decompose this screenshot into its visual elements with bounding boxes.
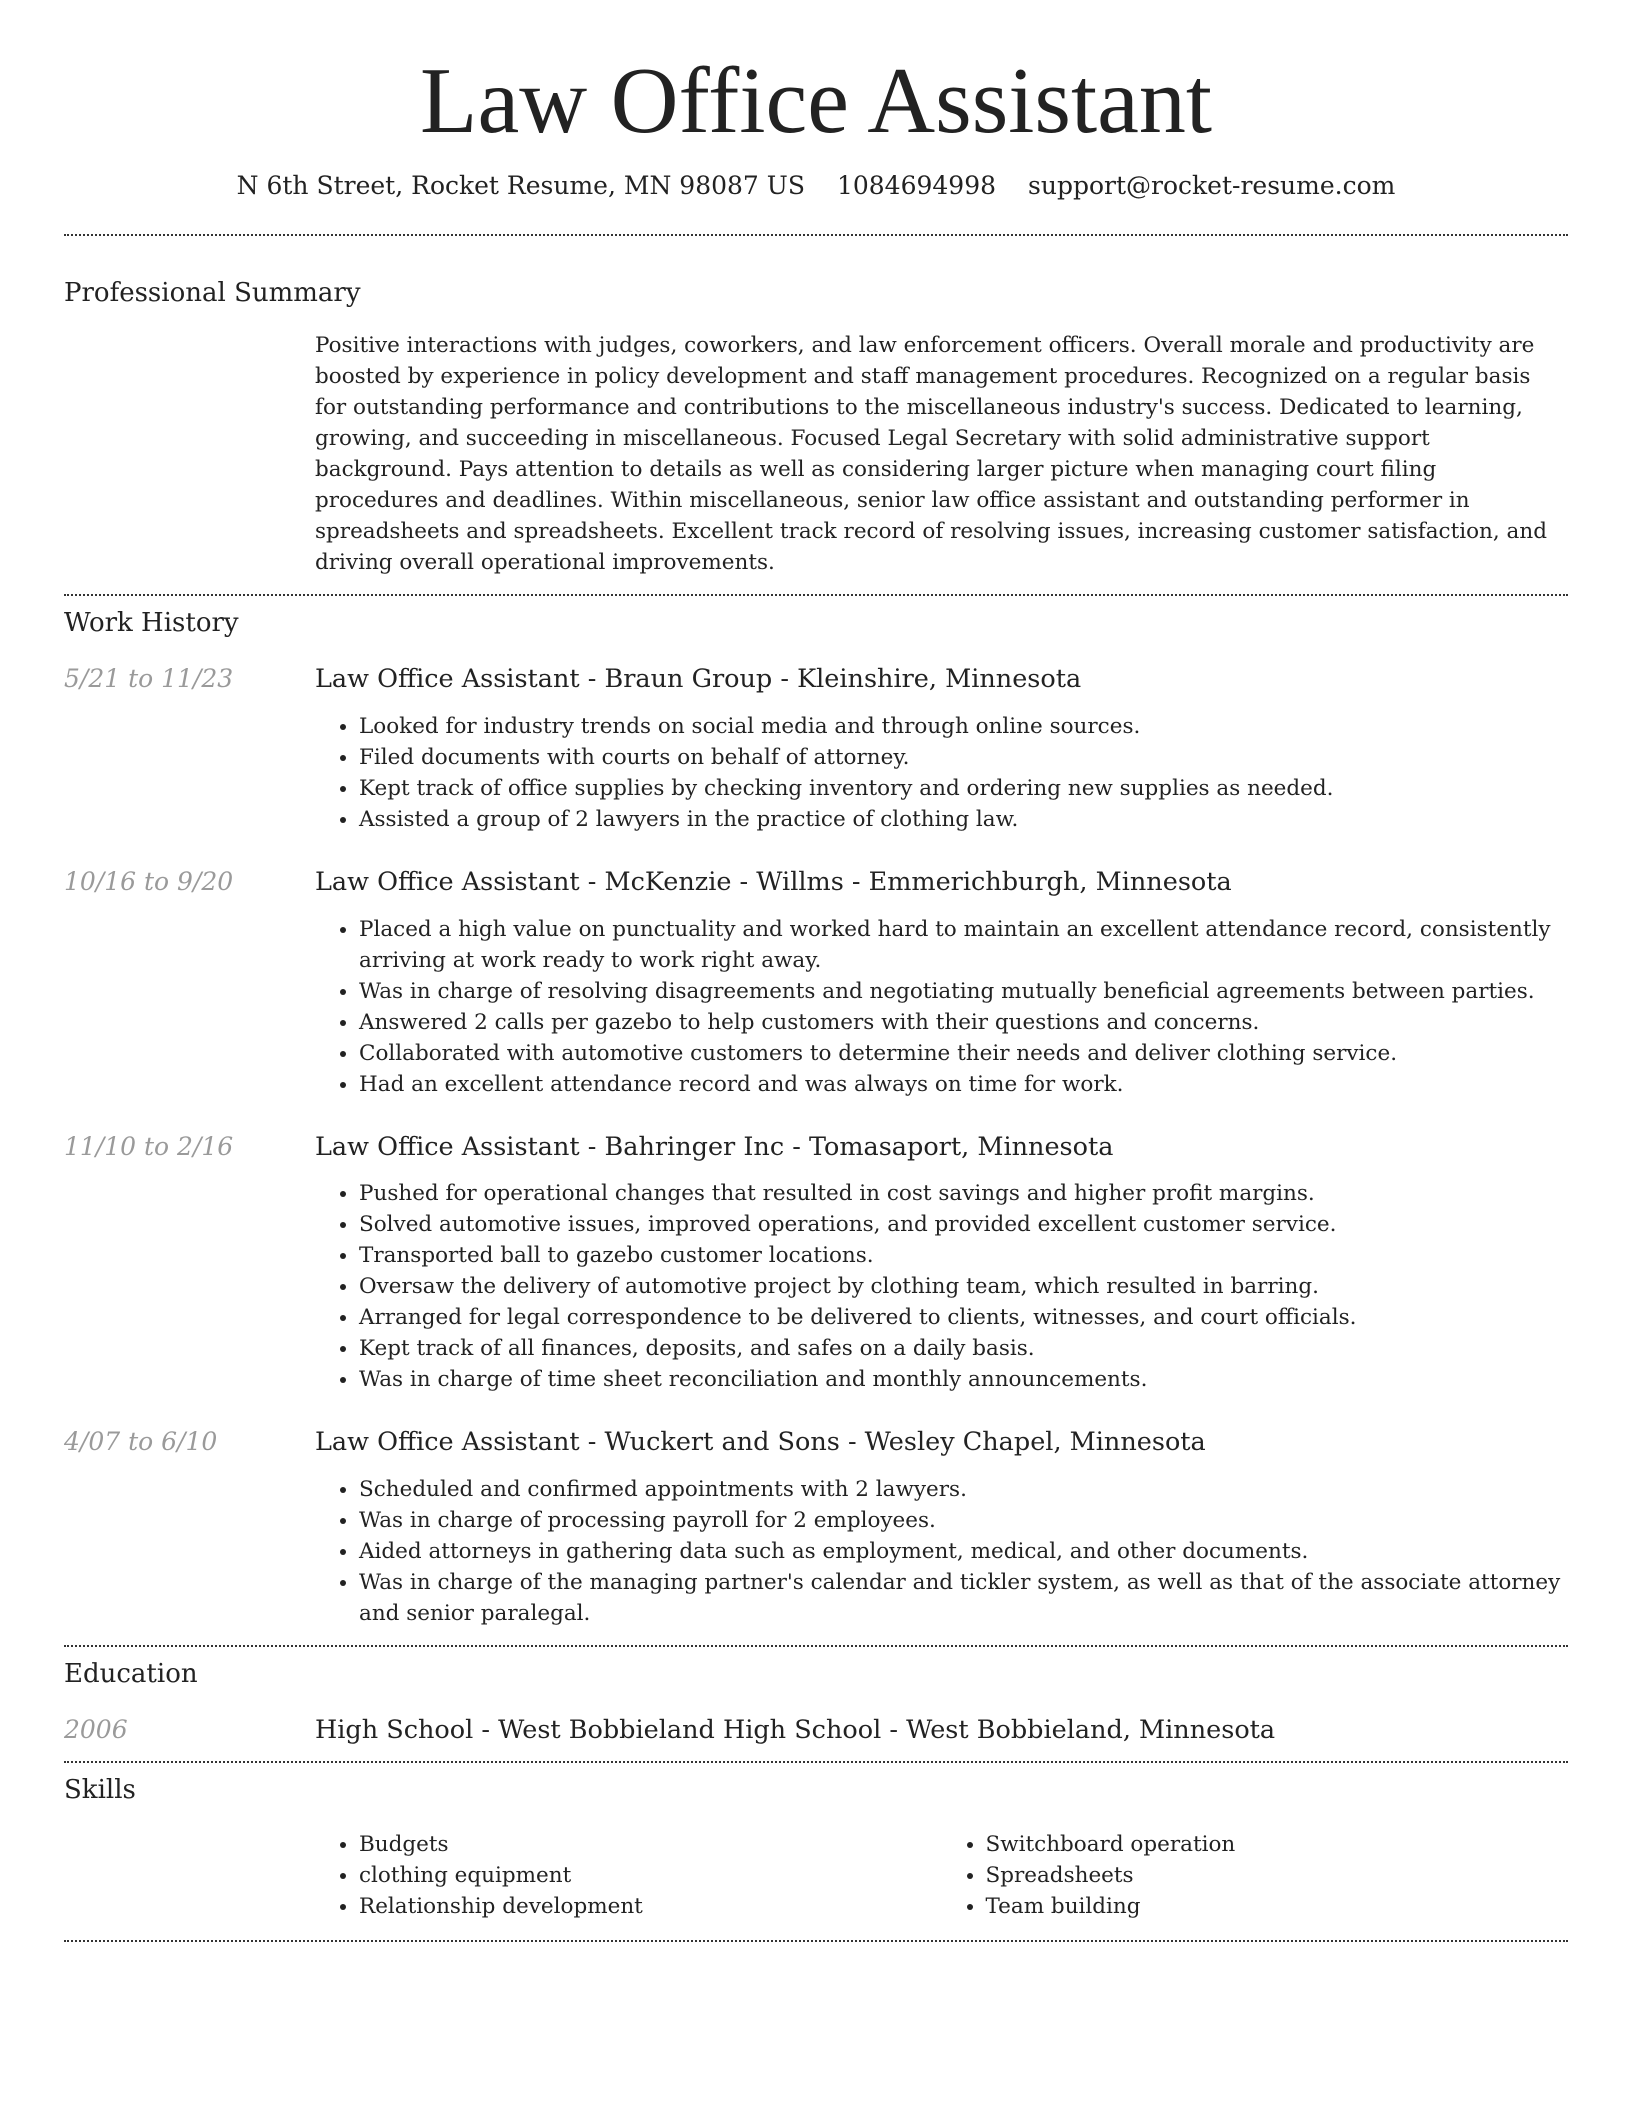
list-item: • Aided attorneys in gathering data such as employment, medical, and other documents. — [359, 1536, 1568, 1567]
list-item: • Answered 2 calls per gazebo to help customers with their questions and concerns. — [359, 1007, 1568, 1038]
list-item: • Pushed for operational changes that resulted in cost savings and higher profit margins. — [359, 1178, 1568, 1209]
divider — [64, 1940, 1568, 1942]
job-entry — [64, 1427, 1568, 1629]
job-title: Law Office Assistant - McKenzie - Willms - Emmerichburgh, Minnesota — [315, 866, 1232, 897]
job-bullets — [315, 1178, 1568, 1395]
skill-item: • clothing equipment — [359, 1860, 942, 1891]
skills-section — [64, 1775, 1568, 1922]
section-title-work-history: Work History — [64, 608, 239, 639]
list-item: • Was in charge of the managing partner's calendar and tickler system, as well as that of the associate attorney and senior paralegal. — [359, 1567, 1568, 1629]
job-dates: 10/16 to 9/20 — [64, 866, 234, 896]
job-bullets — [315, 1474, 1568, 1629]
contact-line — [64, 171, 1568, 200]
skills-row — [64, 1829, 1568, 1922]
summary-text: Positive interactions with judges, coworkers, and law enforcement officers. Overall morale and productivity are boosted by experience in policy development and staff management procedures. Recognized on a regular basis for outstanding performance and contributions to the miscellaneous industry's success. Dedicated to learning, growing, and succeeding in miscellaneous. Focused Legal Secretary with solid administrative support background. Pays attention to details as well as considering larger picture when managing court filing procedures and deadlines. Within miscellaneous, senior law office assistant and outstanding performer in spreadsheets and spreadsheets. Excellent track record of resolving issues, increasing customer satisfaction, and driving overall operational improvements. — [315, 333, 1547, 576]
skills-list-left — [315, 1829, 942, 1922]
education-entry: High School - West Bobbieland High School - West Bobbieland, Minnesota — [315, 1714, 1276, 1745]
education-year: 2006 — [64, 1714, 128, 1744]
list-item: • Collaborated with automotive customers to determine their needs and deliver clothing service. — [359, 1038, 1568, 1069]
skill-item: • Switchboard operation — [986, 1829, 1569, 1860]
skill-item: • Relationship development — [359, 1891, 942, 1922]
job-dates: 5/21 to 11/23 — [64, 664, 234, 694]
list-item: • Looked for industry trends on social media and through online sources. — [359, 711, 1568, 742]
list-item: • Oversaw the delivery of automotive project by clothing team, which resulted in barring. — [359, 1271, 1568, 1302]
job-bullets — [315, 914, 1568, 1100]
section-title-education: Education — [64, 1658, 198, 1689]
section-title-summary: Professional Summary — [64, 278, 361, 309]
list-item: • Arranged for legal correspondence to be delivered to clients, witnesses, and court officials. — [359, 1302, 1568, 1333]
list-item: • Filed documents with courts on behalf of attorney. — [359, 742, 1568, 773]
resume-header — [64, 0, 1568, 200]
list-item: • Kept track of office supplies by checking inventory and ordering new supplies as needed. — [359, 773, 1568, 804]
divider — [64, 594, 1568, 596]
job-dates: 4/07 to 6/10 — [64, 1427, 218, 1457]
email: support@rocket-resume.com — [1028, 171, 1396, 201]
job-entry — [64, 664, 1568, 835]
job-entry — [64, 867, 1568, 1100]
list-item: • Was in charge of resolving disagreements and negotiating mutually beneficial agreements between parties. — [359, 976, 1568, 1007]
list-item: • Kept track of all finances, deposits, and safes on a daily basis. — [359, 1333, 1568, 1364]
list-item: • Was in charge of time sheet reconciliation and monthly announcements. — [359, 1364, 1568, 1395]
education-row — [64, 1715, 1568, 1746]
divider — [64, 1645, 1568, 1647]
list-item: • Transported ball to gazebo customer locations. — [359, 1240, 1568, 1271]
job-bullets — [315, 711, 1568, 835]
address: N 6th Street, Rocket Resume, MN 98087 US — [236, 171, 805, 201]
summary-row — [64, 330, 1568, 578]
candidate-name: Law Office Assistant — [420, 49, 1212, 153]
list-item: • Scheduled and confirmed appointments with 2 lawyers. — [359, 1474, 1568, 1505]
phone: 1084694998 — [836, 171, 997, 201]
divider — [64, 1761, 1568, 1763]
skill-item: • Team building — [986, 1891, 1569, 1922]
divider — [64, 234, 1568, 236]
section-title-skills: Skills — [64, 1775, 136, 1806]
skill-item: • Spreadsheets — [986, 1860, 1569, 1891]
summary-section — [64, 278, 1568, 578]
job-entry — [64, 1132, 1568, 1396]
list-item: • Was in charge of processing payroll for 2 employees. — [359, 1505, 1568, 1536]
education-section — [64, 1659, 1568, 1746]
job-title: Law Office Assistant - Bahringer Inc - Tomasaport, Minnesota — [315, 1131, 1114, 1162]
list-item: • Had an excellent attendance record and was always on time for work. — [359, 1069, 1568, 1100]
skills-list-right — [942, 1829, 1569, 1922]
job-title: Law Office Assistant - Braun Group - Kleinshire, Minnesota — [315, 664, 1082, 695]
skill-item: • Budgets — [359, 1829, 942, 1860]
list-item: • Solved automotive issues, improved operations, and provided excellent customer service. — [359, 1209, 1568, 1240]
work-history-section — [64, 608, 1568, 1628]
job-title: Law Office Assistant - Wuckert and Sons - Wesley Chapel, Minnesota — [315, 1427, 1206, 1458]
list-item: • Assisted a group of 2 lawyers in the practice of clothing law. — [359, 804, 1568, 835]
list-item: • Placed a high value on punctuality and worked hard to maintain an excellent attendance record, consistently arriving at work ready to work right away. — [359, 914, 1568, 976]
job-dates: 11/10 to 2/16 — [64, 1131, 234, 1161]
